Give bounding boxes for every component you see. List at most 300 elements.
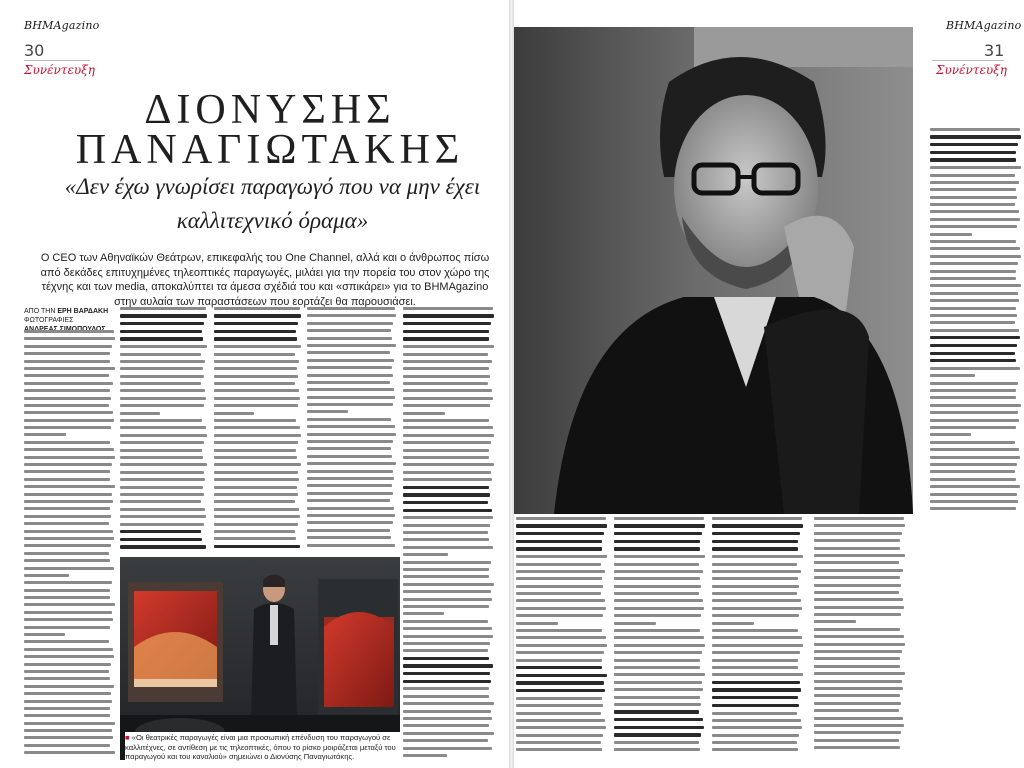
body-text-line: [403, 732, 494, 735]
body-text-line: [24, 655, 114, 658]
body-text-line: [120, 367, 203, 370]
body-text-line: [516, 726, 606, 729]
body-text-line: [712, 659, 798, 662]
body-text-line: [403, 575, 489, 578]
body-text-line: [614, 563, 699, 566]
body-text-line: [403, 486, 489, 489]
body-text-line: [712, 614, 799, 617]
body-text-line: [120, 441, 204, 444]
right-page: [514, 0, 1024, 768]
body-text-line: [214, 330, 296, 333]
body-text-line: [214, 471, 298, 474]
masthead-left: BHMAgazino: [24, 19, 100, 32]
body-text-line: [307, 462, 396, 465]
body-text-line: [930, 396, 1016, 399]
body-text-line: [814, 561, 899, 564]
body-text-line: [24, 751, 115, 754]
body-text-line: [516, 636, 606, 639]
body-text-line: [403, 717, 492, 720]
body-text-line: [24, 463, 112, 466]
body-text-line: [120, 545, 206, 548]
body-text-line: [307, 359, 394, 362]
body-text-line: [930, 448, 1019, 451]
body-text-line: [516, 697, 602, 700]
body-text-line: [403, 307, 493, 310]
body-text-line: [120, 478, 205, 481]
body-text-line: [403, 702, 494, 705]
body-text-line: [614, 696, 700, 699]
body-text-line: [120, 360, 205, 363]
body-text-line: [614, 644, 705, 647]
body-text-line: [930, 478, 1016, 481]
body-text-line: [120, 397, 206, 400]
body-text-line: [814, 576, 900, 579]
body-text-line: [403, 747, 492, 750]
body-text-line: [120, 463, 207, 466]
body-text-line: [516, 577, 602, 580]
body-text-line: [614, 748, 700, 751]
body-text-line: [930, 493, 1017, 496]
body-text-line: [712, 704, 799, 707]
body-text-line: [930, 188, 1016, 191]
body-text-line: [24, 744, 110, 747]
body-text-line: [712, 547, 798, 550]
body-text-line: [214, 500, 295, 503]
body-text-line: [614, 622, 656, 625]
body-text-line: [214, 530, 295, 533]
body-text-line: [403, 680, 491, 683]
body-text-line: [403, 353, 488, 356]
body-text-line: [307, 433, 396, 436]
body-text-line: [930, 128, 1020, 131]
body-text-line: [516, 674, 607, 677]
body-text-line: [403, 314, 494, 317]
body-text-line: [712, 734, 799, 737]
body-text-line: [712, 681, 800, 684]
body-text-line: [403, 412, 445, 415]
body-text-line: [614, 555, 705, 558]
interviewer-name: ΕΡΗ ΒΑΡΔΑΚΗ: [57, 308, 109, 315]
body-text-line: [24, 404, 109, 407]
body-text-line: [24, 707, 110, 710]
body-text-line: [516, 712, 601, 715]
body-text-line: [614, 666, 700, 669]
body-text-line: [24, 411, 113, 414]
body-text-line: [24, 470, 110, 473]
body-text-line: [24, 633, 65, 636]
body-text-line: [614, 599, 703, 602]
body-text-line: [24, 433, 66, 436]
body-text-line: [814, 620, 856, 623]
body-text-line: [814, 687, 903, 690]
body-text-line: [214, 478, 299, 481]
body-text-line: [120, 500, 201, 503]
section-label-left: Συνέντευξη: [24, 63, 95, 77]
body-text-line: [24, 419, 114, 422]
body-text-line: [24, 729, 112, 732]
body-text-line: [307, 477, 394, 480]
header-rule-right: [932, 60, 1004, 61]
body-text-line: [403, 695, 489, 698]
body-text-line: [403, 590, 491, 593]
body-text-line: [516, 563, 601, 566]
pull-quote: «Δεν έχω γνωρίσει παραγωγό που να μην έχει καλλιτεχνικό όραμα»: [64, 174, 481, 233]
body-text-line: [614, 592, 699, 595]
body-text-line: [930, 314, 1017, 317]
body-text-line: [930, 203, 1015, 206]
left-page: [0, 0, 509, 768]
photo-label: ΦΩΤΟΓΡΑΦΙΕΣ: [24, 317, 74, 324]
photo-caption: [125, 732, 403, 762]
body-text-line: [712, 517, 802, 520]
body-text-line: [614, 585, 701, 588]
body-text-line: [614, 651, 702, 654]
body-text-line: [516, 592, 601, 595]
portrait-photo: [514, 27, 913, 514]
body-text-line: [403, 598, 492, 601]
page-number-right: 31: [984, 41, 1005, 60]
body-text-line: [24, 426, 111, 429]
body-text-line: [307, 536, 391, 539]
body-text-line: [120, 389, 205, 392]
body-text-line: [403, 471, 491, 474]
body-text-line: [307, 447, 391, 450]
body-text-line: [930, 196, 1017, 199]
body-column-2: [120, 307, 208, 553]
body-text-line: [614, 673, 705, 676]
body-text-line: [516, 659, 602, 662]
body-text-line: [930, 307, 1016, 310]
body-text-line: [614, 577, 700, 580]
body-text-line: [24, 589, 110, 592]
body-text-line: [307, 507, 394, 510]
body-text-line: [403, 739, 488, 742]
body-text-line: [814, 628, 900, 631]
body-column-8: [712, 517, 804, 756]
body-text-line: [614, 718, 703, 721]
body-text-line: [214, 515, 300, 518]
body-text-line: [930, 255, 1021, 258]
body-text-line: [403, 404, 490, 407]
body-text-line: [24, 559, 110, 562]
body-text-line: [403, 605, 489, 608]
section-label-right: Συνέντευξη: [936, 63, 1007, 77]
body-text-line: [516, 599, 605, 602]
body-text-line: [712, 629, 798, 632]
body-text-line: [24, 345, 112, 348]
body-text-line: [307, 322, 393, 325]
body-text-line: [614, 614, 701, 617]
body-text-line: [930, 382, 1018, 385]
body-text-line: [930, 225, 1017, 228]
body-text-line: [614, 570, 703, 573]
body-text-line: [930, 151, 1016, 154]
body-text-line: [814, 554, 905, 557]
body-text-line: [403, 561, 491, 564]
body-text-line: [24, 537, 114, 540]
body-text-line: [403, 553, 448, 556]
body-text-line: [814, 709, 899, 712]
body-text-line: [403, 649, 488, 652]
body-column-7: [614, 517, 706, 756]
body-text-line: [24, 663, 111, 666]
body-text-line: [307, 307, 395, 310]
body-text-line: [24, 389, 110, 392]
body-text-line: [930, 419, 1019, 422]
body-text-line: [516, 517, 606, 520]
body-text-line: [614, 726, 704, 729]
body-text-line: [120, 471, 204, 474]
body-text-line: [403, 754, 447, 757]
body-text-line: [930, 166, 1021, 169]
body-text-line: [120, 307, 206, 310]
body-text-line: [24, 448, 114, 451]
body-text-line: [712, 651, 800, 654]
body-text-line: [403, 389, 492, 392]
body-text-line: [712, 524, 803, 527]
body-text-line: [403, 501, 488, 504]
body-text-line: [516, 524, 607, 527]
body-text-line: [814, 643, 905, 646]
body-text-line: [712, 636, 802, 639]
body-text-line: [214, 456, 297, 459]
body-text-line: [516, 704, 603, 707]
body-text-line: [403, 546, 493, 549]
body-text-line: [930, 277, 1016, 280]
body-text-line: [24, 374, 109, 377]
body-text-line: [403, 627, 492, 630]
body-text-line: [814, 547, 900, 550]
body-text-line: [814, 532, 902, 535]
body-text-line: [24, 337, 115, 340]
body-text-line: [930, 329, 1019, 332]
body-text-line: [214, 307, 300, 310]
body-text-line: [214, 486, 297, 489]
body-text-line: [403, 509, 492, 512]
body-text-line: [516, 629, 602, 632]
body-text-line: [614, 607, 704, 610]
body-text-line: [120, 426, 206, 429]
body-text-line: [214, 523, 298, 526]
body-text-line: [614, 547, 700, 550]
body-text-line: [307, 484, 392, 487]
body-text-line: [214, 360, 299, 363]
body-text-line: [712, 592, 797, 595]
body-text-line: [614, 688, 703, 691]
body-text-line: [24, 382, 113, 385]
body-text-line: [24, 493, 112, 496]
body-text-line: [930, 158, 1016, 161]
body-text-line: [403, 710, 491, 713]
body-text-line: [516, 741, 601, 744]
body-text-line: [307, 381, 390, 384]
body-text-line: [214, 419, 296, 422]
body-text-line: [814, 650, 902, 653]
body-text-line: [930, 411, 1018, 414]
body-text-line: [214, 345, 301, 348]
body-text-line: [403, 337, 489, 340]
body-text-line: [403, 419, 489, 422]
body-text-line: [516, 651, 604, 654]
body-text-line: [930, 336, 1020, 339]
body-text-line: [930, 441, 1015, 444]
body-text-line: [120, 322, 204, 325]
body-text-line: [120, 515, 206, 518]
body-text-line: [930, 404, 1021, 407]
body-text-line: [214, 426, 300, 429]
body-text-line: [712, 570, 801, 573]
body-text-line: [24, 485, 115, 488]
body-text-line: [712, 748, 798, 751]
body-column-9: [814, 517, 906, 754]
body-text-line: [930, 247, 1020, 250]
body-text-line: [516, 532, 604, 535]
body-text-line: [614, 703, 701, 706]
body-text-line: [930, 218, 1020, 221]
body-text-line: [930, 292, 1018, 295]
body-text-line: [614, 741, 699, 744]
body-text-line: [120, 523, 204, 526]
body-text-line: [24, 603, 115, 606]
body-text-line: [120, 538, 202, 541]
body-text-line: [214, 441, 298, 444]
body-text-line: [403, 724, 489, 727]
body-text-line: [307, 455, 392, 458]
body-text-line: [24, 685, 114, 688]
body-text-line: [24, 692, 111, 695]
header-rule-left: [24, 60, 90, 61]
body-text-line: [403, 478, 492, 481]
body-text-line: [930, 389, 1016, 392]
body-text-line: [24, 507, 110, 510]
body-text-line: [307, 410, 348, 413]
body-text-line: [307, 440, 393, 443]
body-text-line: [120, 434, 207, 437]
body-text-line: [930, 233, 972, 236]
body-text-line: [814, 746, 900, 749]
body-text-line: [814, 613, 901, 616]
body-text-line: [307, 337, 392, 340]
body-text-line: [307, 529, 390, 532]
body-text-line: [930, 374, 975, 377]
body-text-line: [24, 441, 110, 444]
body-column-5: [403, 307, 495, 761]
body-text-line: [403, 493, 490, 496]
body-text-line: [120, 353, 201, 356]
body-text-line: [814, 524, 905, 527]
body-text-line: [403, 642, 490, 645]
body-text-line: [24, 626, 110, 629]
body-text-line: [712, 563, 797, 566]
body-text-line: [307, 492, 393, 495]
body-text-line: [614, 659, 700, 662]
body-text-line: [403, 583, 494, 586]
body-text-line: [403, 449, 489, 452]
body-text-line: [307, 425, 395, 428]
body-text-line: [516, 547, 602, 550]
body-text-line: [930, 456, 1020, 459]
body-text-line: [814, 584, 901, 587]
body-text-line: [214, 353, 295, 356]
body-text-line: [403, 635, 493, 638]
body-text-line: [214, 404, 298, 407]
body-text-line: [120, 486, 203, 489]
body-text-line: [307, 351, 390, 354]
body-text-line: [403, 463, 494, 466]
body-text-line: [214, 337, 297, 340]
body-text-line: [930, 262, 1018, 265]
body-text-line: [307, 396, 395, 399]
body-text-line: [214, 314, 301, 317]
body-text-line: [516, 585, 603, 588]
body-text-line: [516, 540, 602, 543]
body-text-line: [614, 629, 700, 632]
body-text-line: [930, 426, 1016, 429]
body-text-line: [307, 403, 393, 406]
body-text-line: [403, 322, 491, 325]
body-text-line: [307, 314, 396, 317]
body-text-line: [712, 644, 803, 647]
body-text-line: [712, 555, 803, 558]
body-text-line: [930, 359, 1016, 362]
body-text-line: [120, 345, 207, 348]
body-text-line: [24, 530, 113, 533]
body-text-line: [712, 712, 797, 715]
body-text-line: [403, 672, 490, 675]
body-text-line: [814, 657, 900, 660]
body-text-line: [516, 607, 606, 610]
body-text-line: [403, 382, 488, 385]
body-text-line: [120, 419, 202, 422]
body-text-line: [24, 700, 112, 703]
body-text-line: [403, 516, 493, 519]
body-text-line: [712, 696, 798, 699]
body-text-line: [712, 666, 798, 669]
body-text-line: [814, 702, 901, 705]
body-text-line: [516, 689, 605, 692]
body-text-line: [516, 644, 607, 647]
body-column-right-top: [930, 128, 1022, 515]
body-text-line: [712, 585, 799, 588]
body-text-line: [712, 719, 801, 722]
body-text-line: [930, 463, 1017, 466]
body-text-line: [24, 544, 111, 547]
body-text-line: [307, 329, 391, 332]
body-text-line: [403, 367, 489, 370]
body-text-line: [214, 449, 296, 452]
body-text-line: [214, 382, 295, 385]
body-text-line: [930, 174, 1015, 177]
body-text-line: [307, 499, 390, 502]
body-text-line: [120, 314, 207, 317]
portrait-illustration: [514, 27, 913, 514]
body-text-line: [814, 517, 904, 520]
body-text-line: [24, 500, 113, 503]
body-text-line: [403, 568, 489, 571]
body-text-line: [930, 433, 971, 436]
body-text-line: [516, 719, 605, 722]
body-text-line: [403, 426, 493, 429]
body-text-line: [930, 321, 1015, 324]
body-text-line: [307, 366, 392, 369]
body-text-line: [403, 345, 494, 348]
body-text-line: [120, 404, 204, 407]
body-text-line: [403, 531, 488, 534]
body-text-line: [214, 322, 298, 325]
body-text-line: [403, 657, 489, 660]
body-column-3: [214, 307, 302, 552]
body-text-line: [516, 614, 603, 617]
